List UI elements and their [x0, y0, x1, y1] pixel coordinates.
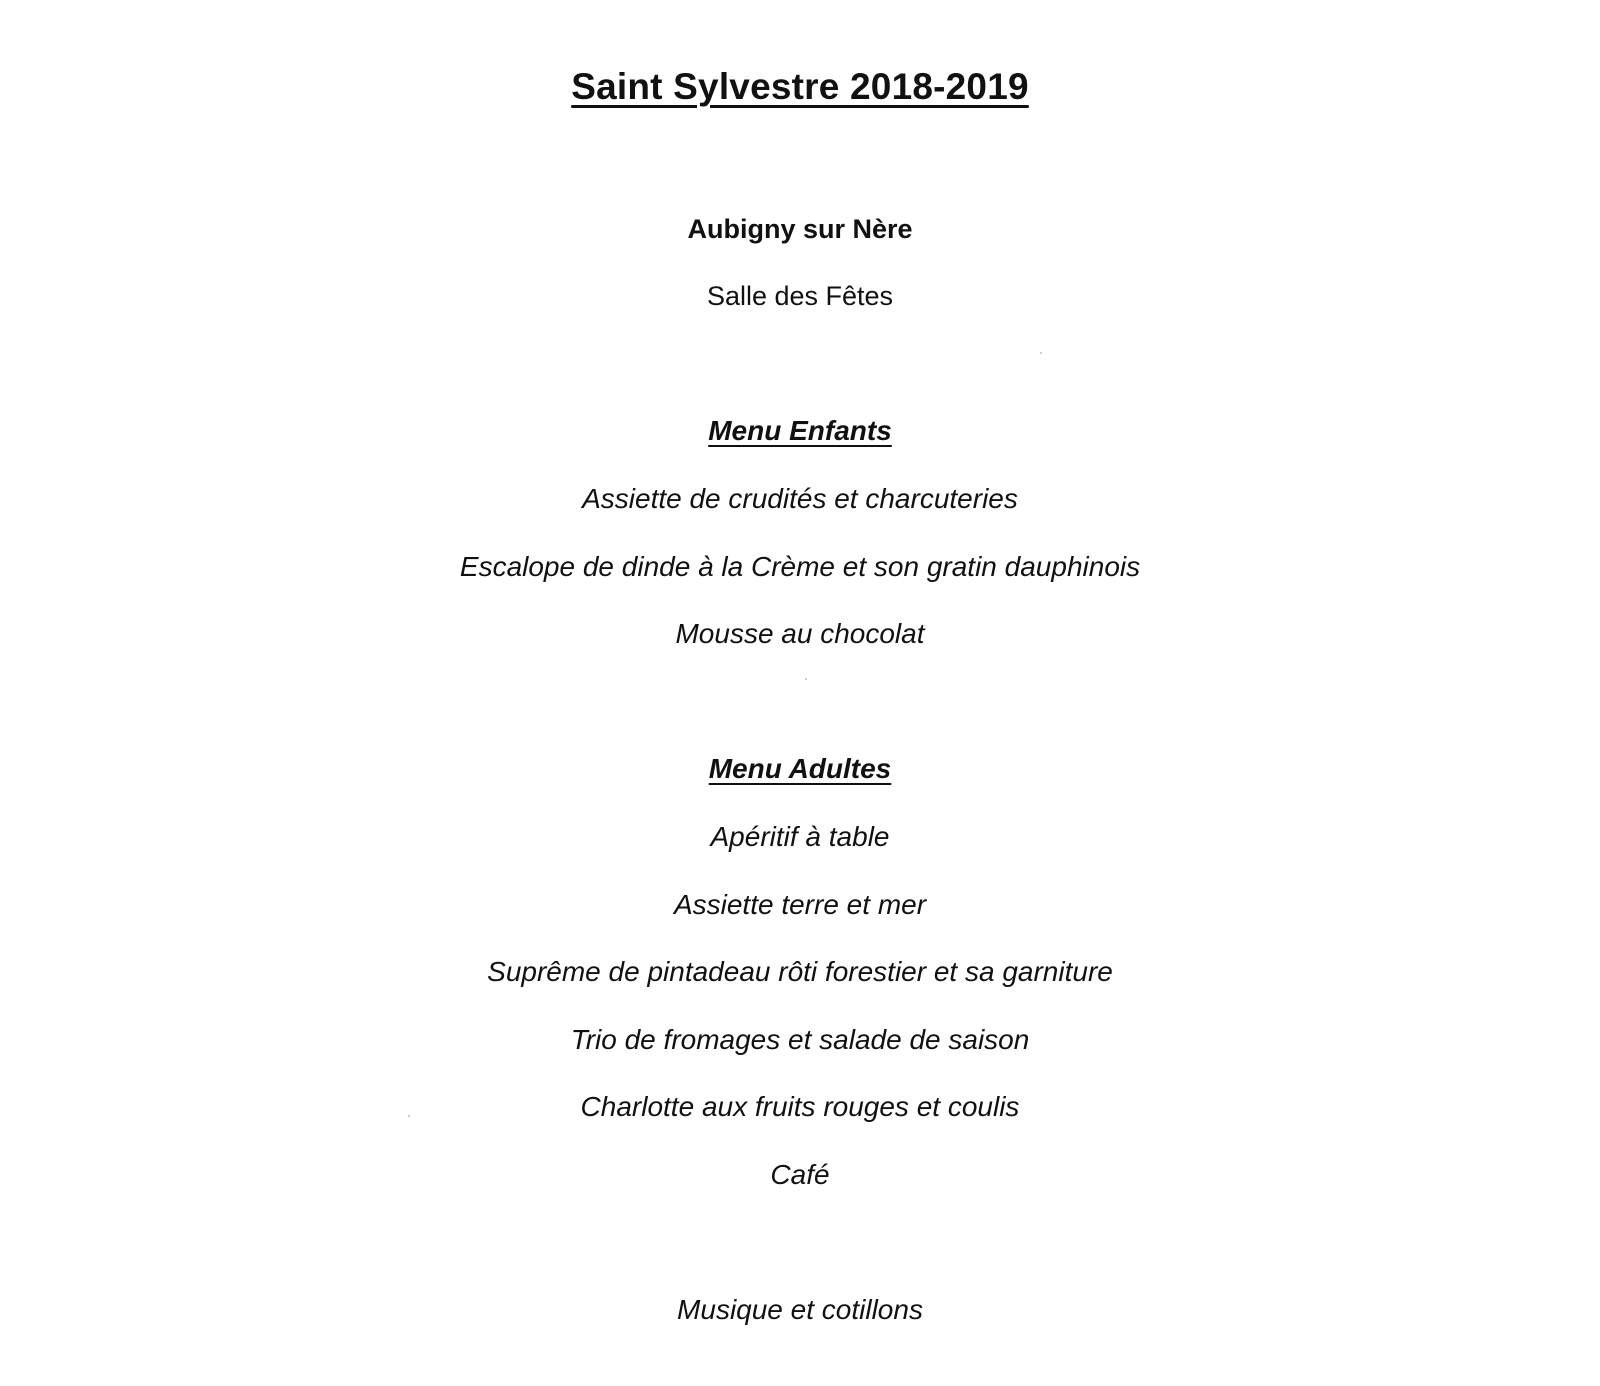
menu-item: Assiette terre et mer: [673, 889, 927, 920]
menu-item: Café: [770, 1159, 830, 1190]
menu-item: Charlotte aux fruits rouges et coulis: [580, 1091, 1020, 1122]
menu-item: Apéritif à table: [710, 821, 890, 852]
menu-item: Escalope de dinde à la Crème et son gratin dauphinois: [459, 551, 1141, 582]
menu-item: Mousse au chocolat: [675, 618, 925, 649]
scan-speck: [408, 1115, 410, 1117]
scan-speck: [805, 678, 807, 680]
menu-item: Suprême de pintadeau rôti forestier et sa garniture: [487, 956, 1113, 987]
menu-item: Trio de fromages et salade de saison: [570, 1024, 1030, 1055]
footer-note: Musique et cotillons: [677, 1294, 923, 1325]
menu-item: Assiette de crudités et charcuteries: [582, 483, 1018, 514]
location-town: Aubigny sur Nère: [687, 214, 913, 244]
section-heading: Menu Enfants: [708, 415, 892, 446]
scan-speck: [1040, 352, 1042, 354]
location-venue: Salle des Fêtes: [706, 281, 894, 311]
section-heading: Menu Adultes: [708, 753, 892, 784]
document-title: Saint Sylvestre 2018-2019: [571, 66, 1029, 107]
